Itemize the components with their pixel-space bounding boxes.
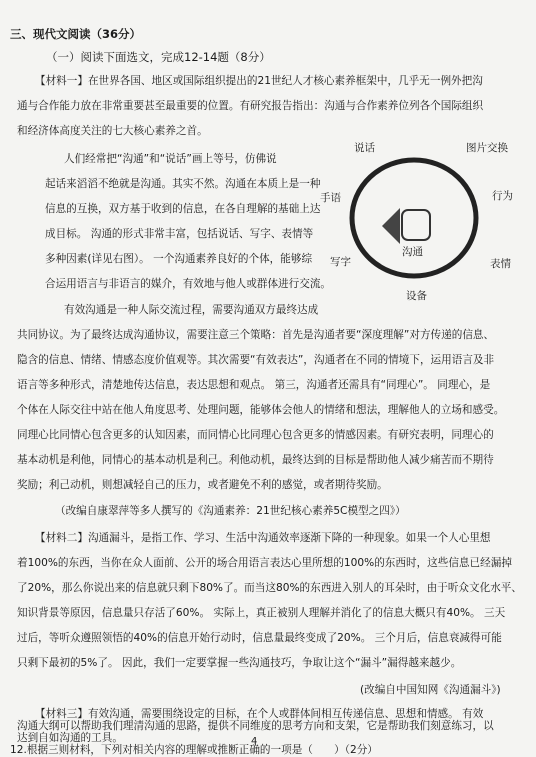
question-12: 12.根据三则材料，下列对相关内容的理解或推断正确的一项是（ ）（2分） [10, 744, 378, 756]
diagram-label-picture-exchange: 图片交换 [466, 142, 508, 154]
diagram-label-device: 设备 [406, 290, 427, 302]
diagram-center-label: 沟通 [402, 246, 423, 258]
diagram-label-writing: 写字 [330, 256, 351, 268]
section-title: 三、现代文阅读（36分） [10, 27, 142, 41]
communication-diagram [306, 130, 536, 302]
material-two-source: (改编自中国知网《沟通漏斗》) [360, 684, 501, 696]
subsection-title: （一）阅读下面选文，完成12-14题（8分） [46, 50, 271, 64]
material-one-source: （改编自康翠萍等多人撰写的《沟通素养：21世纪核心素养5C模型之四》） [55, 505, 406, 517]
diagram-label-speaking: 说话 [354, 142, 375, 154]
page-number: 4 [251, 736, 258, 747]
diagram-label-behavior: 行为 [492, 190, 513, 202]
diagram-label-sign-language: 手语 [320, 192, 341, 204]
diagram-label-expression: 表情 [490, 258, 511, 270]
diagram-ring [306, 130, 536, 302]
